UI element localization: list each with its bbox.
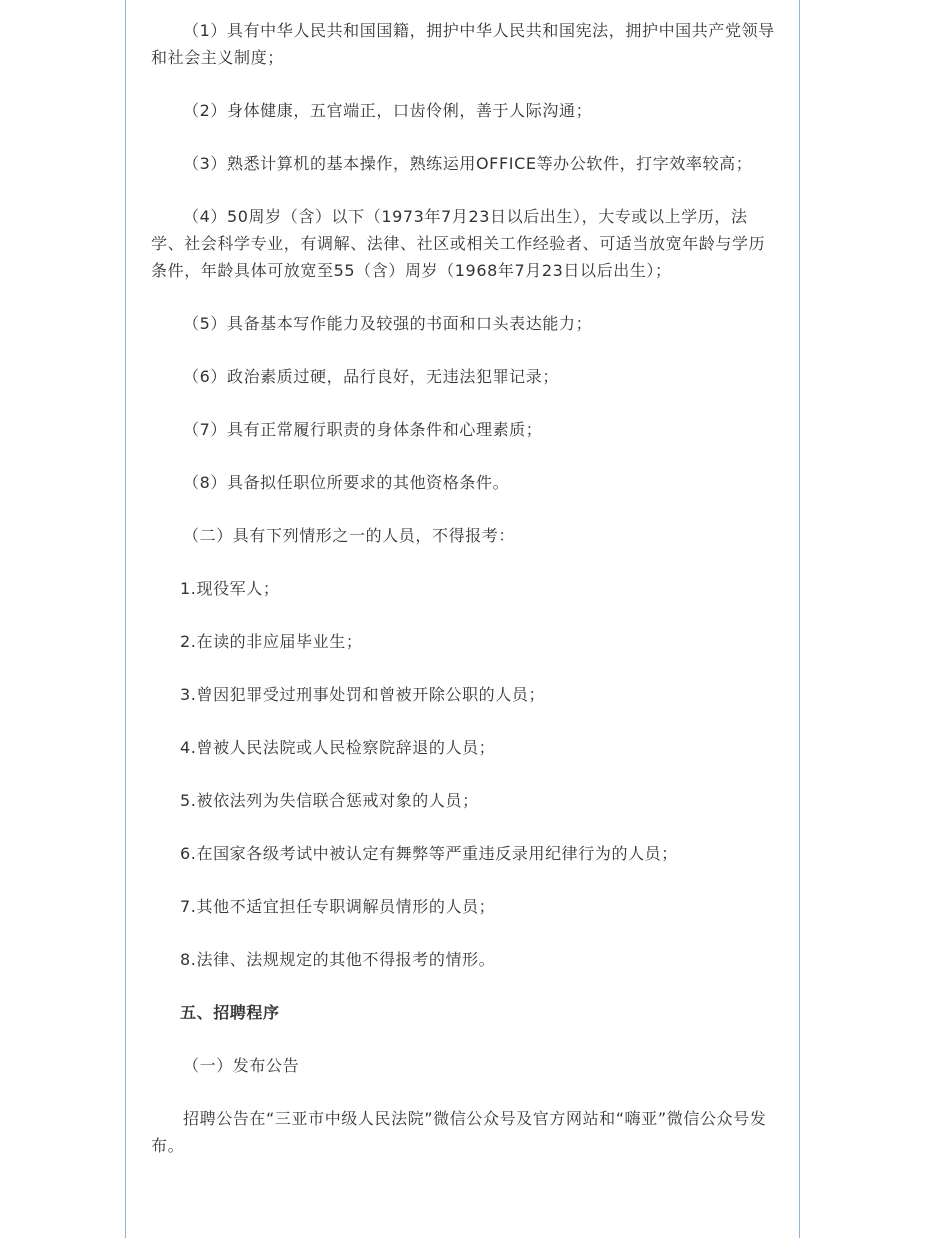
exclusion-item-8: 8.法律、法规规定的其他不得报考的情形。 <box>180 950 496 969</box>
qualification-7: （7）具有正常履行职责的身体条件和心理素质； <box>183 420 543 439</box>
qualification-2: （2）身体健康，五官端正，口齿伶俐，善于人际沟通； <box>183 101 593 120</box>
qualification-4: （4）50周岁（含）以下（1973年7月23日以后出生），大专或以上学历，法学、社会科学专业，有调解、法律、社区或相关工作经验者、可适当放宽年龄与学历条件，年龄具体可放宽至55（含）周岁（1968年7月23日以后出生）； <box>151 207 766 280</box>
section-5-sub-1: （一）发布公告 <box>183 1056 300 1075</box>
exclusion-item-1: 1.现役军人； <box>180 579 280 598</box>
announcement-text: 招聘公告在“三亚市中级人民法院”微信公众号及官方网站和“嗨亚”微信公众号发布。 <box>151 1109 767 1155</box>
exclusion-item-7: 7.其他不适宜担任专职调解员情形的人员； <box>180 897 496 916</box>
exclusion-item-5: 5.被依法列为失信联合惩戒对象的人员； <box>180 791 479 810</box>
qualification-5: （5）具备基本写作能力及较强的书面和口头表达能力； <box>183 314 593 333</box>
qualification-8: （8）具备拟任职位所要求的其他资格条件。 <box>183 473 510 492</box>
exclusion-item-2: 2.在读的非应届毕业生； <box>180 632 363 651</box>
qualification-1: （1）具有中华人民共和国国籍，拥护中华人民共和国宪法，拥护中国共产党领导和社会主义制度； <box>151 21 775 67</box>
article-body <box>151 17 776 1159</box>
section-5-title: 五、招聘程序 <box>180 1003 280 1022</box>
exclusion-item-4: 4.曾被人民法院或人民检察院辞退的人员； <box>180 738 496 757</box>
exclusion-item-6: 6.在国家各级考试中被认定有舞弊等严重违反录用纪律行为的人员； <box>180 844 678 863</box>
exclusion-heading: （二）具有下列情形之一的人员，不得报考： <box>183 526 516 545</box>
qualification-6: （6）政治素质过硬，品行良好，无违法犯罪记录； <box>183 367 559 386</box>
exclusion-item-3: 3.曾因犯罪受过刑事处罚和曾被开除公职的人员； <box>180 685 546 704</box>
qualification-3: （3）熟悉计算机的基本操作，熟练运用OFFICE等办公软件，打字效率较高； <box>183 154 753 173</box>
